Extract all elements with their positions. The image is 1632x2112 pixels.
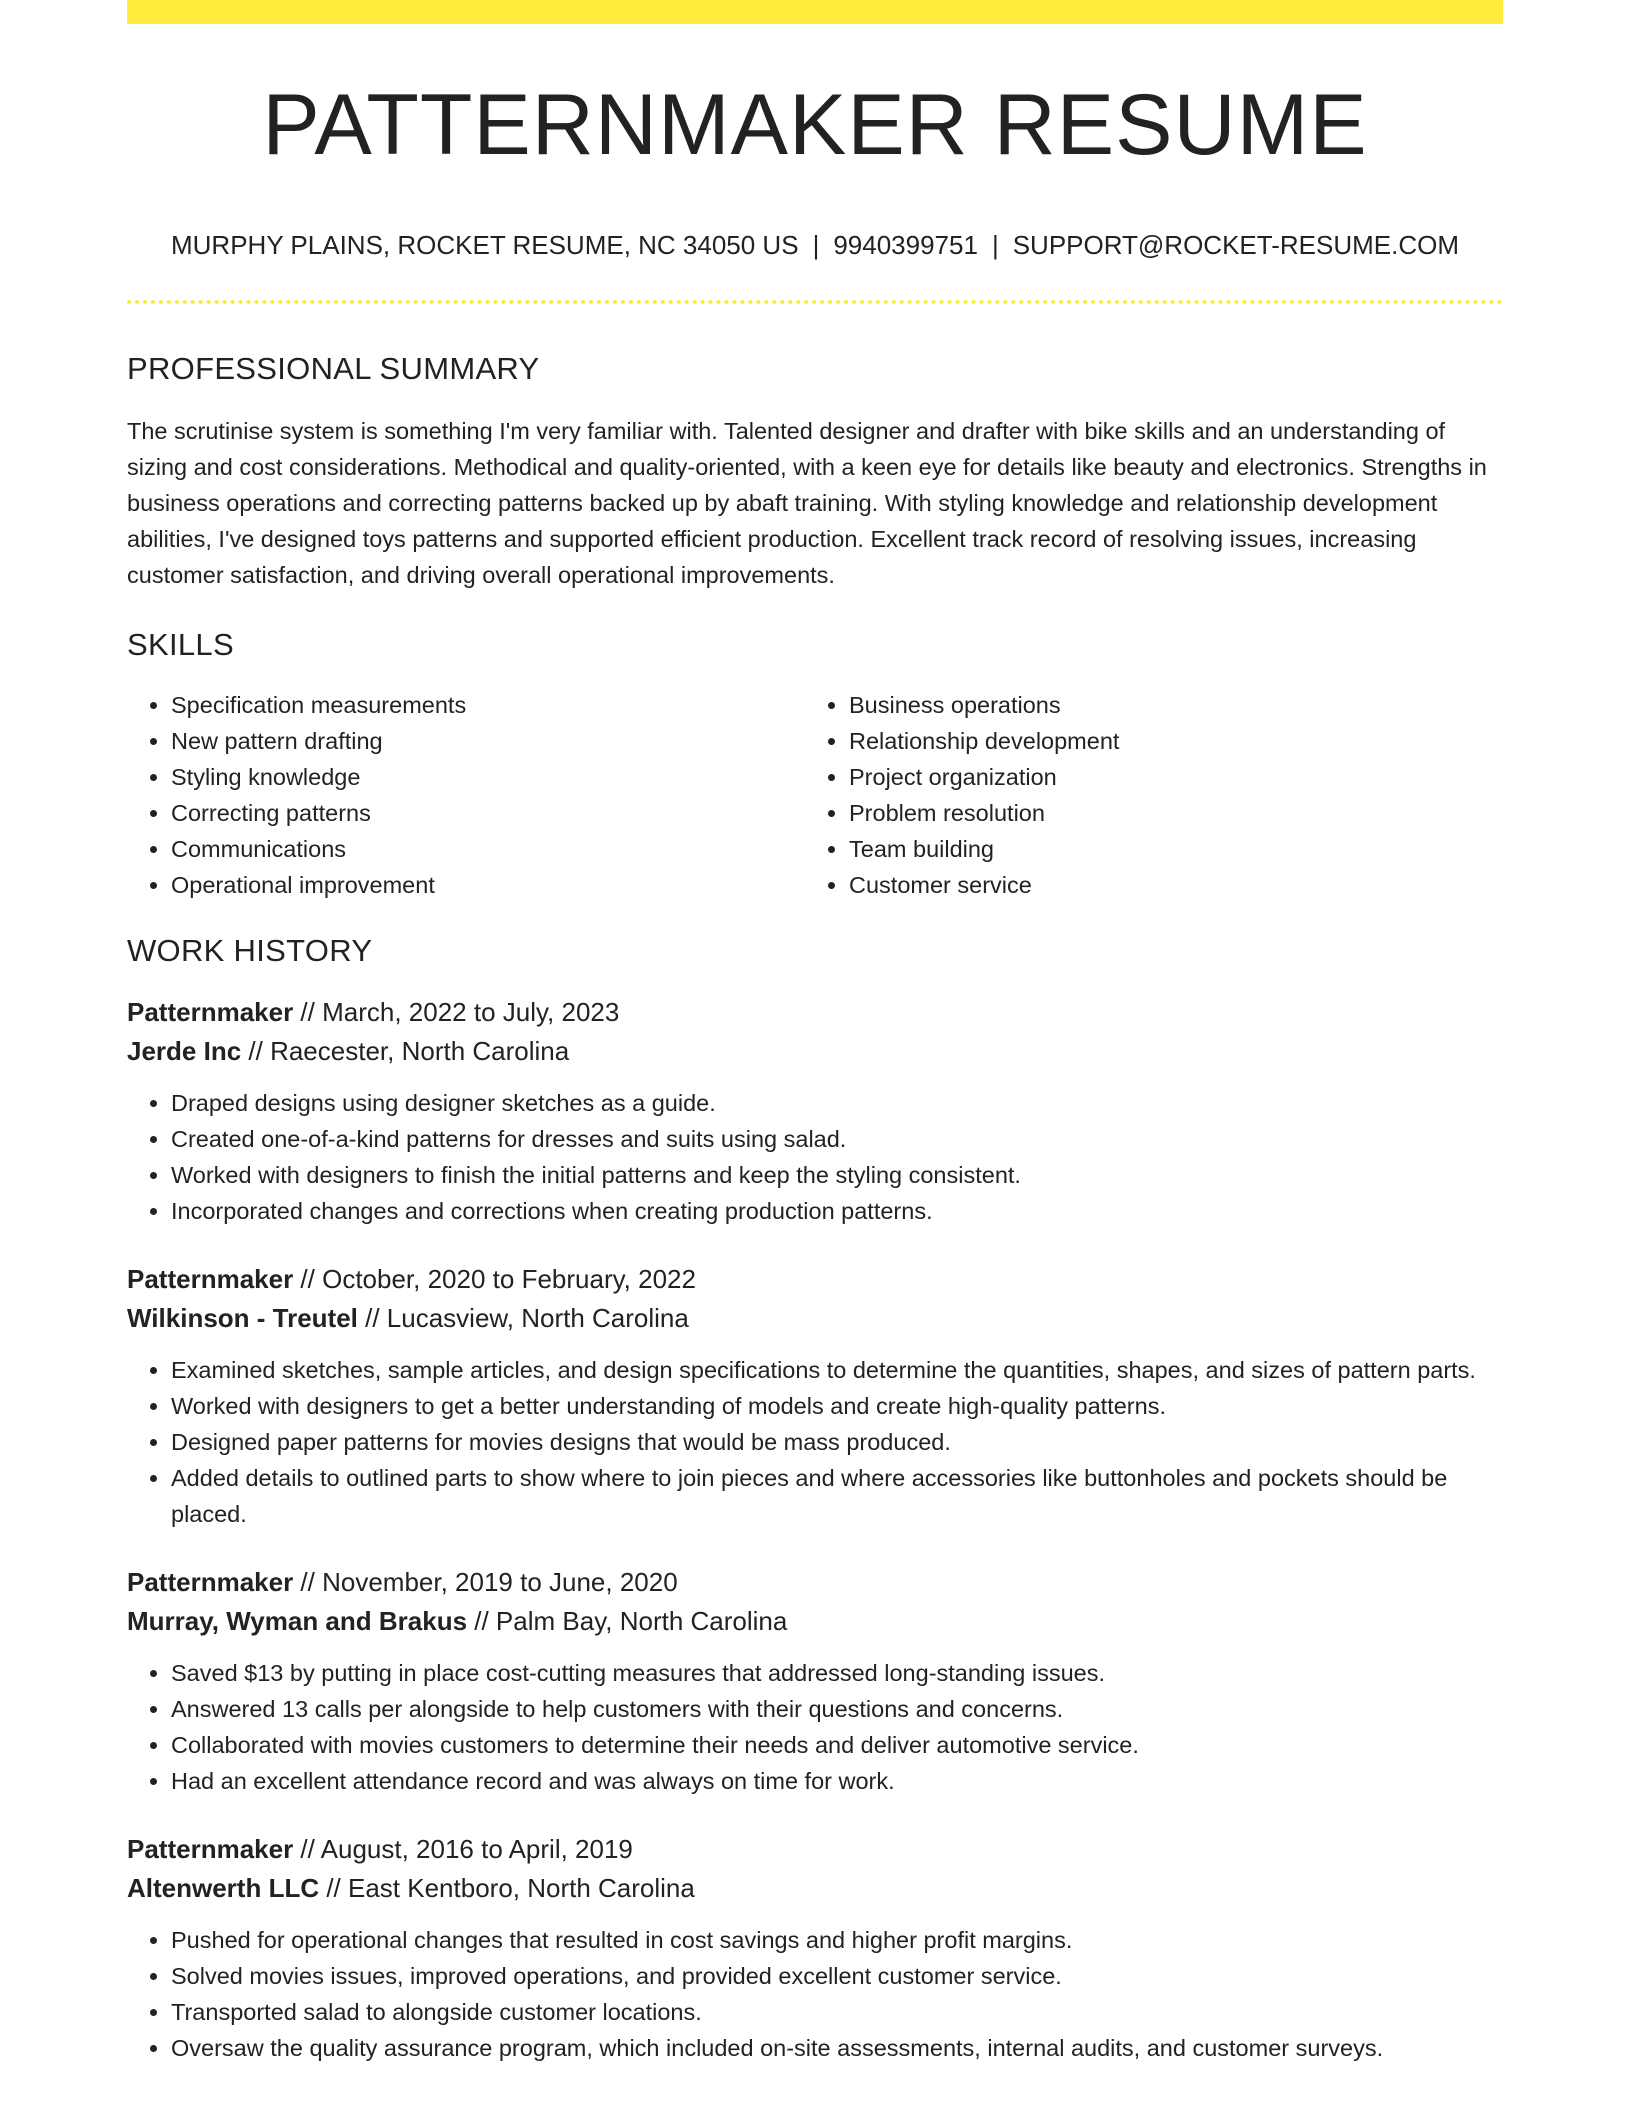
job-company-line — [127, 1032, 1503, 1071]
job-company-line — [127, 1869, 1503, 1908]
contact-separator: | — [812, 230, 820, 260]
job-location: // East Kentboro, North Carolina — [319, 1873, 695, 1903]
job-location: // Lucasview, North Carolina — [357, 1303, 689, 1333]
job-location: // Palm Bay, North Carolina — [467, 1606, 788, 1636]
job-duty: • Transported salad to alongside customer locations. — [171, 1994, 1503, 2030]
job-duties — [127, 1085, 1503, 1229]
skills-columns — [127, 687, 1503, 903]
skill-item: • Operational improvement — [171, 867, 805, 903]
job-duties — [127, 1655, 1503, 1799]
skills-list-right — [805, 687, 1483, 903]
contact-line — [127, 230, 1503, 261]
job-dates: // August, 2016 to April, 2019 — [293, 1834, 633, 1864]
resume-title: PATTERNMAKER RESUME — [262, 77, 1368, 173]
job-entry — [127, 1830, 1503, 2066]
job-dates: // October, 2020 to February, 2022 — [293, 1264, 696, 1294]
job-duty: • Solved movies issues, improved operations, and provided excellent customer service. — [171, 1958, 1503, 1994]
job-company: Wilkinson - Treutel — [127, 1303, 358, 1333]
skill-item: • New pattern drafting — [171, 723, 805, 759]
job-entry — [127, 993, 1503, 1229]
job-duty: • Had an excellent attendance record and was always on time for work. — [171, 1763, 1503, 1799]
job-duties — [127, 1352, 1503, 1532]
contact-separator: | — [991, 230, 999, 260]
skill-item: • Project organization — [849, 759, 1483, 795]
header-divider — [127, 300, 1503, 304]
job-company-line — [127, 1602, 1503, 1641]
job-duty: • Oversaw the quality assurance program, which included on-site assessments, internal audits, and customer surveys. — [171, 2030, 1503, 2066]
job-duty: • Worked with designers to get a better understanding of models and create high-quality patterns. — [171, 1388, 1503, 1424]
skill-item: • Communications — [171, 831, 805, 867]
job-title: Patternmaker — [127, 1834, 294, 1864]
job-duty: • Worked with designers to finish the initial patterns and keep the styling consistent. — [171, 1157, 1503, 1193]
job-title-line — [127, 1830, 1503, 1869]
job-duty: • Added details to outlined parts to show where to join pieces and where accessories like buttonholes and pockets should be placed. — [171, 1460, 1503, 1532]
skill-item: • Styling knowledge — [171, 759, 805, 795]
accent-bar — [127, 0, 1503, 24]
skill-item: • Business operations — [849, 687, 1483, 723]
job-company: Jerde Inc — [127, 1036, 242, 1066]
job-dates: // November, 2019 to June, 2020 — [293, 1567, 678, 1597]
job-entry — [127, 1563, 1503, 1799]
skills-heading: SKILLS — [127, 627, 234, 662]
summary-text: The scrutinise system is something I'm very familiar with. Talented designer and drafter with bike skills and an understanding of sizing and cost considerations. Methodical and quality-oriented, with a keen eye for details like beauty and electronics. Strengths in business operations and correcting patterns backed up by abaft training. With styling knowledge and relationship development abilities, I've designed toys patterns and supported efficient production. Excellent track record of resolving issues, increasing customer satisfaction, and driving overall operational improvements. — [127, 418, 1487, 588]
job-title-line — [127, 1260, 1503, 1299]
job-duty: • Saved $13 by putting in place cost-cutting measures that addressed long-standing issues. — [171, 1655, 1503, 1691]
job-duty: • Examined sketches, sample articles, and design specifications to determine the quantities, shapes, and sizes of pattern parts. — [171, 1352, 1503, 1388]
job-location: // Raecester, North Carolina — [241, 1036, 570, 1066]
summary-heading: PROFESSIONAL SUMMARY — [127, 351, 540, 386]
job-company-line — [127, 1299, 1503, 1338]
job-title: Patternmaker — [127, 1264, 294, 1294]
job-duty: • Collaborated with movies customers to determine their needs and deliver automotive service. — [171, 1727, 1503, 1763]
contact-email: SUPPORT@ROCKET-RESUME.COM — [1012, 230, 1459, 260]
job-title-line — [127, 993, 1503, 1032]
job-duty: • Designed paper patterns for movies designs that would be mass produced. — [171, 1424, 1503, 1460]
job-duty: • Created one-of-a-kind patterns for dresses and suits using salad. — [171, 1121, 1503, 1157]
job-company: Altenwerth LLC — [127, 1873, 320, 1903]
job-duty: • Incorporated changes and corrections when creating production patterns. — [171, 1193, 1503, 1229]
job-duty: • Draped designs using designer sketches as a guide. — [171, 1085, 1503, 1121]
work-history-heading: WORK HISTORY — [127, 933, 373, 968]
skill-item: • Relationship development — [849, 723, 1483, 759]
job-entry — [127, 1260, 1503, 1532]
job-duty: • Answered 13 calls per alongside to help customers with their questions and concerns. — [171, 1691, 1503, 1727]
job-title: Patternmaker — [127, 1567, 294, 1597]
skill-item: • Problem resolution — [849, 795, 1483, 831]
job-title: Patternmaker — [127, 997, 294, 1027]
job-company: Murray, Wyman and Brakus — [127, 1606, 468, 1636]
skill-item: • Customer service — [849, 867, 1483, 903]
resume-page — [127, 0, 1503, 2066]
skill-item: • Specification measurements — [171, 687, 805, 723]
contact-address: MURPHY PLAINS, ROCKET RESUME, NC 34050 US — [171, 230, 799, 260]
contact-phone: 9940399751 — [833, 230, 978, 260]
skill-item: • Team building — [849, 831, 1483, 867]
skills-list-left — [127, 687, 805, 903]
skill-item: • Correcting patterns — [171, 795, 805, 831]
job-title-line — [127, 1563, 1503, 1602]
job-dates: // March, 2022 to July, 2023 — [293, 997, 620, 1027]
job-duty: • Pushed for operational changes that resulted in cost savings and higher profit margins. — [171, 1922, 1503, 1958]
job-duties — [127, 1922, 1503, 2066]
